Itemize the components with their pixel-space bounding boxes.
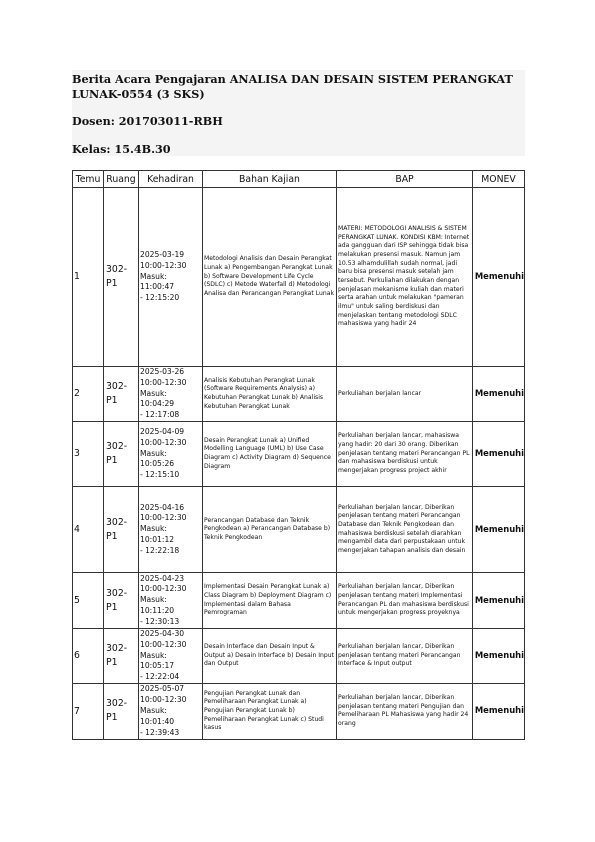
teaching-report: Perkuliahan berjalan lancar, mahasiswa yang hadir: 20 dari 30 orang. Diberikan penjelasan tentang materi Perancangan PL dan mahasiswa berdiskusi untuk mengerjakan progress project akhir — [337, 422, 473, 487]
teaching-report: MATERI: METODOLOGI ANALISIS & SISTEM PERANGKAT LUNAK. KONDISI KBM: Internet ada gangguan dari ISP sehingga tidak bisa melakukan presensi masuk. Namun jam 10.53 alhamdulillah sudah normal, jadi baru bisa presensi masuk setelah jam tersebut. Perkuliahan dilakukan dengan penjelasan mekanisme kuliah dan materi serta arahan untuk melakukan "pameran ilmu" untuk saling berdiskusi dan menjelaskan tentang metodologi SDLC mahasiswa yang hadir 24 — [337, 188, 473, 367]
header-temu: Temu — [73, 171, 104, 188]
attendance-checkout: - 12:30:13 — [140, 616, 180, 626]
meeting-number: 3 — [73, 422, 104, 487]
teaching-report: Perkuliahan berjalan lancar, Diberikan penjelasan tentang materi Perancangan Interface & Input output — [337, 629, 473, 684]
attendance-time: 10:00-12:30 — [140, 377, 187, 387]
table-row — [73, 422, 525, 487]
attendance-checkin: Masuk: 10:01:40 — [140, 706, 175, 726]
monev-status: Memenuhi — [473, 188, 525, 367]
attendance-time: 10:00-12:30 — [140, 437, 187, 447]
document-title: Berita Acara Pengajaran ANALISA DAN DESAIN SISTEM PERANGKAT LUNAK-0554 (3 SKS) — [72, 72, 513, 101]
attendance-time: 10:00-12:30 — [140, 639, 187, 649]
teaching-record-table — [72, 170, 525, 740]
room: 302-P1 — [104, 487, 139, 573]
attendance-checkin: Masuk: 10:05:17 — [140, 650, 175, 671]
attendance-checkout: - 12:17:08 — [140, 410, 180, 420]
attendance-checkout: - 12:15:20 — [140, 293, 180, 303]
class-info: Kelas: 15.4B.30 — [72, 142, 171, 156]
monev-status: Memenuhi — [473, 367, 525, 422]
attendance — [139, 683, 203, 739]
course-material: Desain Interface dan Desain Input & Output a) Desain Interface b) Desain Input dan Output — [203, 629, 337, 684]
course-material: Metodologi Analisis dan Desain Perangkat Lunak a) Pengembangan Perangkat Lunak b) Software Development Life Cycle (SDLC) c) Metode Waterfall d) Metodologi Analisa dan Perancangan Perangkat Lunak — [203, 188, 337, 367]
attendance-time: 10:00-12:30 — [140, 513, 187, 523]
monev-status: Memenuhi — [473, 573, 525, 629]
attendance-checkout: - 12:15:10 — [140, 470, 180, 480]
meeting-number: 1 — [73, 188, 104, 367]
attendance-checkin: Masuk: 10:01:12 — [140, 524, 175, 544]
attendance — [139, 629, 203, 684]
attendance-time: 10:00-12:30 — [140, 584, 187, 594]
attendance-time: 10:00-12:30 — [140, 695, 187, 705]
room: 302-P1 — [104, 422, 139, 487]
room: 302-P1 — [104, 573, 139, 629]
course-material: Analisis Kebutuhan Perangkat Lunak (Software Requirements Analysis) a) Kebutuhan Perangkat Lunak b) Analisis Kebutuhan Perangkat Lunak — [203, 367, 337, 422]
meeting-number: 2 — [73, 367, 104, 422]
table-row — [73, 367, 525, 422]
header-ruang: Ruang — [104, 171, 139, 188]
table-row — [73, 487, 525, 573]
attendance-date: 2025-03-19 — [140, 250, 185, 260]
teaching-report: Perkuliahan berjalan lancar, Diberikan penjelasan tentang materi Perancangan Database dan Teknik Pengkodean dan mahasiswa berdiskusi setelah diarahkan mengambil data dari perpustakaan untuk mengerjakan tahapan analisis dan desain — [337, 487, 473, 573]
table-row — [73, 629, 525, 684]
room: 302-P1 — [104, 367, 139, 422]
attendance — [139, 487, 203, 573]
monev-status: Memenuhi — [473, 629, 525, 684]
room: 302-P1 — [104, 683, 139, 739]
table-row — [73, 683, 525, 739]
attendance-date: 2025-03-26 — [140, 367, 185, 377]
attendance-checkin: Masuk: 10:04:29 — [140, 388, 175, 409]
monev-status: Memenuhi — [473, 683, 525, 739]
teaching-report: Perkuliahan berjalan lancar, Diberikan penjelasan tentang materi Implementasi Perancangan PL dan mahasiswa berdiskusi untuk mengerjakan progress proyeknya — [337, 573, 473, 629]
course-material: Perancangan Database dan Teknik Pengkodean a) Perancangan Database b) Teknik Pengkodean — [203, 487, 337, 573]
course-material: Implementasi Desain Perangkat Lunak a) Class Diagram b) Deployment Diagram c) Implementasi dalam Bahasa Pemrograman — [203, 573, 337, 629]
table-header-row — [73, 171, 525, 188]
attendance — [139, 188, 203, 367]
attendance-date: 2025-04-09 — [140, 427, 185, 437]
room: 302-P1 — [104, 188, 139, 367]
meeting-number: 6 — [73, 629, 104, 684]
monev-status: Memenuhi — [473, 487, 525, 573]
room: 302-P1 — [104, 629, 139, 684]
meeting-number: 7 — [73, 683, 104, 739]
meeting-number: 5 — [73, 573, 104, 629]
header-bahan-kajian: Bahan Kajian — [203, 171, 337, 188]
table-row — [73, 573, 525, 629]
attendance-checkout: - 12:22:18 — [140, 545, 180, 555]
table-row — [73, 188, 525, 367]
header-bap: BAP — [337, 171, 473, 188]
attendance-checkout: - 12:39:43 — [140, 727, 180, 737]
course-material: Pengujian Perangkat Lunak dan Pemeliharaan Perangkat Lunak a) Pengujian Perangkat Lunak b) Pemeliharaan Perangkat Lunak c) Studi kasus — [203, 683, 337, 739]
attendance-checkout: - 12:22:04 — [140, 672, 180, 682]
attendance — [139, 422, 203, 487]
attendance-time: 10:00-12:30 — [140, 260, 187, 270]
header-monev: MONEV — [473, 171, 525, 188]
attendance-date: 2025-04-16 — [140, 502, 185, 512]
attendance-date: 2025-04-23 — [140, 573, 185, 583]
meeting-number: 4 — [73, 487, 104, 573]
lecturer-info: Dosen: 201703011-RBH — [72, 114, 223, 128]
attendance-checkin: Masuk: 11:00:47 — [140, 271, 175, 292]
attendance — [139, 367, 203, 422]
attendance-date: 2025-04-30 — [140, 629, 185, 638]
course-material: Desain Perangkat Lunak a) Unified Modelling Language (UML) b) Use Case Diagram c) Activity Diagram d) Sequence Diagram — [203, 422, 337, 487]
attendance-checkin: Masuk: 10:05:26 — [140, 448, 175, 469]
attendance-checkin: Masuk: 10:11:20 — [140, 595, 175, 615]
attendance-date: 2025-05-07 — [140, 684, 185, 694]
monev-status: Memenuhi — [473, 422, 525, 487]
header-kehadiran: Kehadiran — [139, 171, 203, 188]
teaching-report: Perkuliahan berjalan lancar — [337, 367, 473, 422]
teaching-report: Perkuliahan berjalan lancar, Diberikan penjelasan tentang materi Pengujian dan Pemeliharaan PL Mahasiswa yang hadir 24 orang — [337, 683, 473, 739]
attendance — [139, 573, 203, 629]
